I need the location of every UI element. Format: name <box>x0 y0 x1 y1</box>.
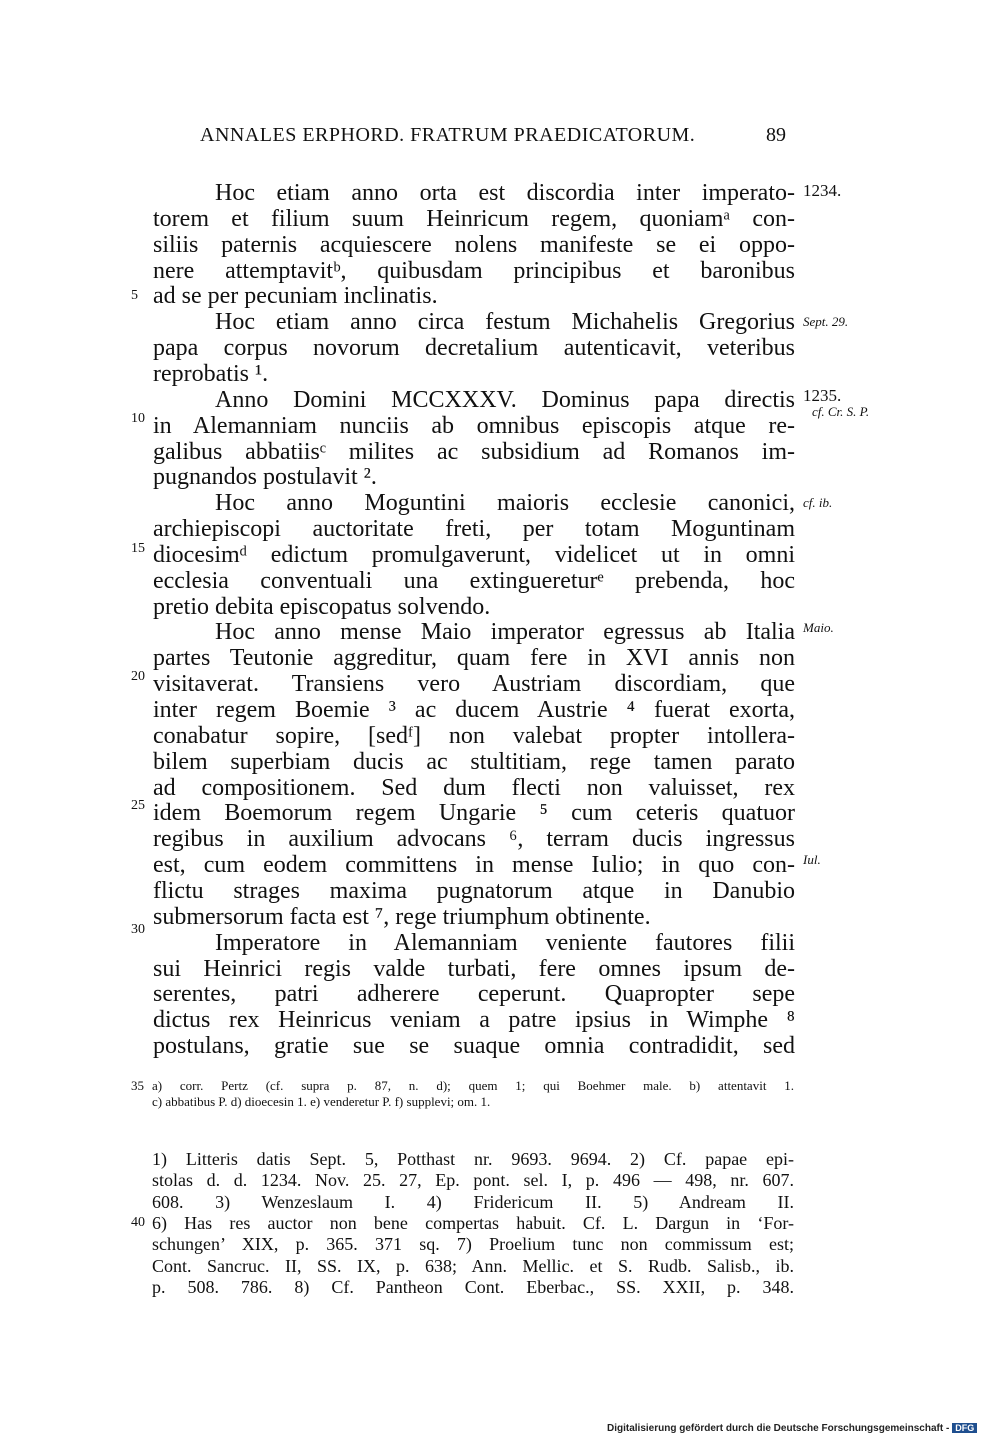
line-number: 30 <box>131 922 145 937</box>
text-line: Hoc anno mense Maio imperator egressus ab Italia <box>215 619 795 645</box>
text-line: Hoc etiam anno circa festum Michahelis Gregorius <box>215 309 795 335</box>
text-line: galibus abbatiisᶜ milites ac subsidium ad Romanos im- <box>153 439 795 465</box>
text-line: partes Teutonie aggreditur, quam fere in XVI annis non <box>153 645 795 671</box>
footnote-line-number: 40 <box>131 1215 145 1230</box>
footnote-line: 1) Litteris datis Sept. 5, Potthast nr. 9693. 9694. 2) Cf. papae epi- <box>152 1149 794 1169</box>
text-line: reprobatis ¹. <box>153 361 269 387</box>
footnote-line: schungen’ XIX, p. 365. 371 sq. 7) Proelium tunc non commissum est; <box>152 1234 794 1255</box>
text-line: sui Heinrici regis valde turbati, fere omnes ipsum de- <box>153 956 795 982</box>
text-line: archiepiscopi auctoritate freti, per totam Moguntinam <box>153 516 795 542</box>
text-line: siliis paternis acquiescere nolens manifeste se ei oppo- <box>153 232 795 258</box>
margin-note-year: 1234. <box>803 181 842 200</box>
text-line: conabatur sopire, [sedᶠ] non valebat propter intollera- <box>153 723 795 749</box>
text-line: submersorum facta est ⁷, rege triumphum obtinente. <box>153 904 651 930</box>
text-line: visitaverat. Transiens vero Austriam discordiam, que <box>153 671 795 697</box>
footnote-line: Cont. Sancruc. II, SS. IX, p. 638; Ann. Mellic. et S. Rudb. Salisb., ib. <box>152 1255 794 1276</box>
text-line: in Alemanniam nunciis ab omnibus episcopis atque re- <box>153 413 795 439</box>
footnote-line: 6) Has res auctor non bene compertas habuit. Cf. L. Dargun in ‘For- <box>152 1212 794 1233</box>
text-line: ad se per pecuniam inclinatis. <box>153 283 438 309</box>
credit-text: Digitalisierung gefördert durch die Deutsche Forschungsgemeinschaft - <box>607 1423 950 1434</box>
text-line: diocesimᵈ edictum promulgaverunt, videlicet ut in omni <box>153 542 795 568</box>
text-line: ad compositionem. Sed dum flecti non valuisset, rex <box>153 775 795 801</box>
text-line: pretio debita episcopatus solvendo. <box>153 594 491 620</box>
text-line: Anno Domini MCCXXXV. Dominus papa directis <box>215 387 795 413</box>
line-number: 5 <box>131 288 138 303</box>
text-line: inter regem Boemie ³ ac ducem Austrie ⁴ fuerat exorta, <box>153 697 795 723</box>
text-line: est, cum eodem committens in mense Iulio; in quo con- <box>153 852 795 878</box>
apparatus-line-number: 35 <box>131 1078 144 1093</box>
text-line: serentes, patri adherere ceperunt. Quapropter sepe <box>153 981 795 1007</box>
text-line: dictus rex Heinricus veniam a patre ipsius in Wimphe ⁸ <box>153 1007 795 1033</box>
footnote-line: stolas d. d. 1234. Nov. 25. 27, Ep. pont. sel. I, p. 496 — 498, nr. 607. <box>152 1170 794 1191</box>
digitization-credit <box>607 1423 977 1434</box>
margin-note-year: 1235. <box>803 386 842 405</box>
text-line: regibus in auxilium advocans ⁶, terram ducis ingressus <box>153 826 795 852</box>
text-line: nere attemptavitᵇ, quibusdam principibus et baronibus <box>153 258 795 284</box>
text-line: flictu strages maxima pugnatorum atque in Danubio <box>153 878 795 904</box>
margin-note-reference: cf. ib. <box>803 495 833 510</box>
text-line: pugnandos postulavit ². <box>153 464 377 490</box>
text-line: Imperatore in Alemanniam veniente fautores filii <box>215 930 795 956</box>
line-number: 15 <box>131 541 145 556</box>
text-line: bilem superbiam ducis ac stultitiam, rege tamen parato <box>153 749 795 775</box>
text-line: postulans, gratie sue se suaque omnia contradidit, sed <box>153 1033 795 1059</box>
text-line: papa corpus novorum decretalium autenticavit, veteribus <box>153 335 795 361</box>
margin-note-date: Sept. 29. <box>803 314 849 329</box>
margin-note-date: Iul. <box>803 852 821 867</box>
margin-note-date: Maio. <box>803 620 834 635</box>
footnote-line: p. 508. 786. 8) Cf. Pantheon Cont. Eberbac., SS. XXII, p. 348. <box>152 1276 794 1297</box>
running-header: ANNALES ERPHORD. FRATRUM PRAEDICATORUM. <box>200 124 696 146</box>
text-line: idem Boemorum regem Ungarie ⁵ cum ceteris quatuor <box>153 800 795 826</box>
apparatus-line: a) corr. Pertz (cf. supra p. 87, n. d); quem 1; qui Boehmer male. b) attentavit 1. <box>152 1078 794 1093</box>
margin-note-reference: cf. Cr. S. P. <box>812 404 870 419</box>
line-number: 20 <box>131 669 145 684</box>
line-number: 10 <box>131 411 145 426</box>
footnote-line: 608. 3) Wenzeslaum I. 4) Fridericum II. 5) Andream II. <box>152 1191 794 1212</box>
text-line: Hoc anno Moguntini maioris ecclesie canonici, <box>215 490 795 516</box>
text-line: torem et filium suum Heinricum regem, quoniamᵃ con- <box>153 206 795 232</box>
line-number: 25 <box>131 798 145 813</box>
page-number: 89 <box>766 124 786 146</box>
dfg-logo: DFG <box>952 1423 977 1433</box>
apparatus-line: c) abbatibus P. d) dioecesin 1. e) venderetur P. f) supplevi; om. 1. <box>152 1094 491 1109</box>
text-line: Hoc etiam anno orta est discordia inter imperato- <box>215 180 795 206</box>
text-line: ecclesia conventuali una extinguereturᵉ prebenda, hoc <box>153 568 795 594</box>
